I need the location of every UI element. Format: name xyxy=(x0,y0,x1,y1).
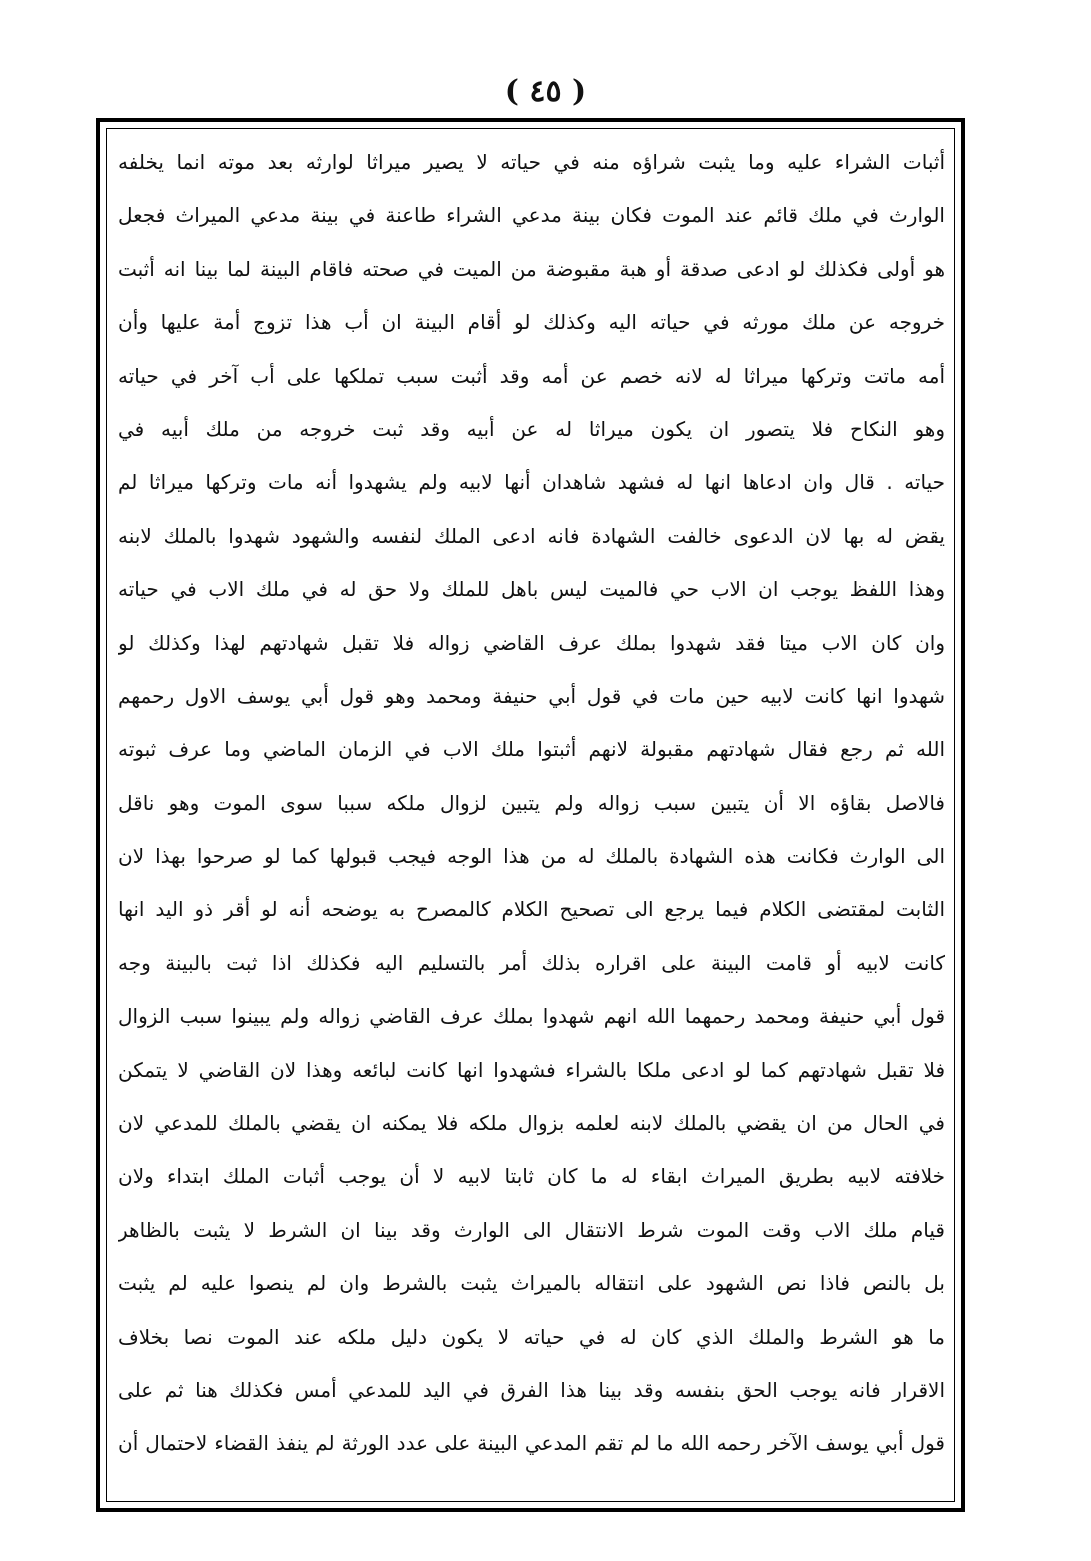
text-line: يقض له بها لان الدعوى خالفت الشهادة فانه ادعى الملك لنفسه والشهود شهدوا بالملك لابنه xyxy=(118,523,945,548)
text-line: الاقرار فانه يوجب الحق بنفسه وقد بينا هذا الفرق في اليد للمدعي أمس فكذلك هنا ثم على xyxy=(118,1377,945,1402)
text-line: حياته . قال وان ادعاها انها له فشهد شاهدان أنها لابيه ولم يشهدوا أنه مات وتركها ميراثا لم xyxy=(118,470,945,495)
text-line: قيام ملك الاب وقت الموت شرط الانتقال الى الوارث وقد بينا ان الشرط لا يثبت بالظاهر xyxy=(118,1217,945,1242)
text-line: الثابت لمقتضى الكلام فيما يرجع الى تصحيح الكلام كالمصرح به يوضحه أنه لو أقر ذو اليد انها xyxy=(118,897,945,922)
text-line: الله ثم رجع فقال شهادتهم مقبولة لانهم أثبتوا ملك الاب في الزمان الماضي وما عرف ثبوته xyxy=(118,737,945,762)
text-line: بل بالنص فاذا نص الشهود على انتقاله بالميراث يثبت بالشرط وان لم ينصوا عليه لم يثبت xyxy=(118,1271,945,1296)
text-line: خلافته لابيه بطريق الميراث ابقاء له ما كان ثابتا لابيه لا أن يوجب أثبات الملك ابتداء ولان xyxy=(118,1164,945,1189)
text-line: ما هو الشرط والملك الذي كان له في حياته لا يكون دليل ملكه عند الموت نصا بخلاف xyxy=(118,1324,945,1349)
text-line: قول أبي حنيفة ومحمد رحمهما الله انهم شهدوا بملك عرف القاضي زواله ولم يبينوا سبب الزوال xyxy=(118,1004,945,1029)
text-line: وان كان الاب ميتا فقد شهدوا بملك عرف القاضي زواله فلا تقبل شهادتهم لهذا وكذلك لو xyxy=(118,630,945,655)
text-line: شهدوا انها كانت لابيه حين مات في قول أبي حنيفة ومحمد وهو قول أبي يوسف الاول رحمهم xyxy=(118,683,945,708)
text-line: فالاصل بقاؤه الا أن يتبين سبب زواله ولم يتبين لزوال ملكه سببا سوى الموت وهو ناقل xyxy=(118,790,945,815)
text-line: الوارث في ملك قائم عند الموت فكان بينة مدعي الشراء طاعنة في بينة مدعي الميراث فجعل xyxy=(118,203,945,228)
text-line: هو أولى فكذلك لو ادعى صدقة أو هبة مقبوضة من الميت في صحته فاقام البينة لما بينا انه أثبت xyxy=(118,256,945,281)
text-line: وهو النكاح فلا يتصور ان يكون ميراثا له عن أبيه وقد ثبت خروجه من ملك أبيه في xyxy=(118,416,945,441)
text-line: فلا تقبل شهادتهم كما لو ادعى ملكا بالشراء فشهدوا انها كانت لبائعه وهذا لان القاضي لا يتمكن xyxy=(118,1057,945,1082)
text-line: وهذا اللفظ يوجب ان الاب حي فالميت ليس باهل للملك ولا حق له في ملك الاب في حياته xyxy=(118,577,945,602)
text-line: في الحال من ان يقضي بالملك لابنه لعلمه بزوال ملكه فلا يمكنه ان يقضي بالملك للمدعي لان xyxy=(118,1111,945,1136)
text-line: خروجه عن ملك مورثه في حياته اليه وكذلك لو أقام البينة ان أب هذا تزوج أمة عليها وأن xyxy=(118,310,945,335)
body-text xyxy=(118,136,945,1471)
text-line: كانت لابيه أو قامت البينة على اقراره بذلك أمر بالتسليم اليه فكذلك اذا ثبت بالبينة وجه xyxy=(118,950,945,975)
page-number: ( ٤٥ ) xyxy=(504,74,587,109)
text-line: الى الوارث فكانت هذه الشهادة بالملك له من هذا الوجه فيجب قبولها كما لو صرحوا بهذا لان xyxy=(118,844,945,869)
text-line: أمه ماتت وتركها ميراثا له لانه خصم عن أمه وقد أثبت سبب تملكها على أب آخر في حياته xyxy=(118,363,945,388)
text-line: أثبات الشراء عليه وما يثبت شراؤه منه في حياته لا يصير ميراثا لوارثه بعد موته انما يخلفه xyxy=(118,150,945,174)
text-line: قول أبي يوسف الآخر رحمه الله ما لم تقم المدعي البينة على عدد الورثة لم ينفذ القضاء لاحتمال أن xyxy=(118,1431,945,1456)
